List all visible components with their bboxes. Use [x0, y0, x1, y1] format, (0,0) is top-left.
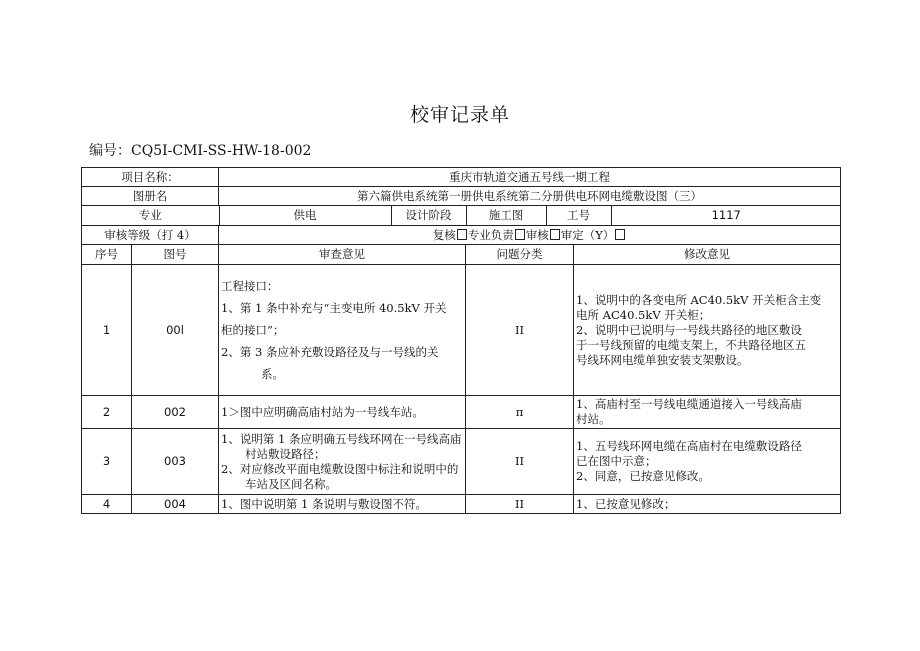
row-drawing: 002: [132, 396, 219, 429]
project-label: 项目名称：: [82, 168, 219, 187]
row-category: II: [466, 265, 574, 396]
row-revision: [574, 429, 841, 495]
row-category: II: [466, 429, 574, 495]
volume-row: [82, 187, 841, 206]
major-row: [82, 206, 841, 226]
checkbox-audit[interactable]: [550, 229, 560, 240]
job-value: 1117: [711, 208, 741, 222]
level-option-approve: 审定（Y）: [560, 227, 615, 242]
stage-label: 设计阶段: [391, 206, 466, 225]
level-option-audit: 审核: [525, 227, 549, 242]
row-category: π: [466, 396, 574, 429]
header-row: [82, 245, 841, 265]
header-category: 问题分类: [466, 245, 574, 265]
row-drawing: 00l: [132, 265, 219, 396]
opinion-line: 1、第 1 条中补充与“主变电所 40.5kV 开关: [221, 301, 447, 315]
row-opinion: [219, 265, 466, 396]
revision-line: 1、说明中的各变电所 AC40.5kV 开关柜含主变: [576, 292, 822, 307]
level-label: 审核等级（打 4）: [82, 226, 219, 245]
checkbox-lead[interactable]: [515, 229, 525, 240]
opinion-line: 2、对应修改平面电缆敷设图中标注和说明中的车站及区间名称。: [221, 461, 459, 491]
volume-label: 图册名: [82, 187, 219, 206]
revision-line: 电所 AC40.5kV 开关柜；: [576, 307, 711, 322]
row-no: 3: [82, 429, 132, 495]
opinion-line: 2、第 3 条应补充敷设路径及与一号线的关: [221, 345, 439, 359]
header-revision: 修改意见: [574, 245, 841, 265]
revision-line: 村站。: [576, 412, 611, 426]
revision-line: 号线环网电缆单独安装支架敷设。: [576, 352, 749, 367]
table-row: [82, 429, 841, 495]
opinion-line: 1、说明第 1 条应明确五号线环网在一号线高庙村站敷设路径；: [221, 431, 462, 461]
row-no: 1: [82, 265, 132, 396]
project-row: [82, 168, 841, 187]
level-option-lead: 专业负责: [467, 227, 514, 242]
row-opinion: 1＞图中应明确高庙村站为一号线车站。: [219, 396, 466, 429]
row-category: II: [466, 495, 574, 514]
job-label: 工号: [546, 206, 611, 225]
revision-line: 于一号线预留的电缆支架上，不共路径地区五: [576, 337, 806, 352]
table-row: [82, 495, 841, 514]
row-no: 2: [82, 396, 132, 429]
major-value: 供电: [219, 206, 391, 225]
row-revision: [574, 265, 841, 396]
row-drawing: 004: [132, 495, 219, 514]
row-revision: 1、已按意见修改；: [574, 495, 841, 514]
revision-line: 1、高庙村至一号线电缆通道接入一号线高庙: [576, 397, 802, 411]
level-options: [219, 226, 841, 245]
revision-line: 2、说明中已说明与一号线共路径的地区敷设: [576, 322, 802, 337]
opinion-line: 系。: [261, 367, 284, 381]
major-label: 专业: [82, 206, 219, 225]
table-row: [82, 396, 841, 429]
checkbox-review[interactable]: [457, 229, 467, 240]
row-opinion: 1、图中说明第 1 条说明与敷设图不符。: [219, 495, 466, 514]
document-number-label: 编号：: [89, 143, 131, 159]
project-value: 重庆市轨道交通五号线一期工程: [219, 168, 841, 187]
opinion-line: 柜的接口”；: [221, 323, 285, 337]
revision-line: 2、同意，已按意见修改。: [576, 469, 710, 483]
header-drawing: 图号: [132, 245, 219, 265]
document-number: [89, 140, 311, 160]
stage-value: 施工图: [466, 206, 546, 225]
row-no: 4: [82, 495, 132, 514]
row-drawing: 003: [132, 429, 219, 495]
document-number-value: CQ5I-CMI-SS-HW-18-002: [131, 143, 312, 159]
checkbox-approve[interactable]: [615, 229, 625, 240]
header-no: 序号: [82, 245, 132, 265]
header-opinion: 审查意见: [219, 245, 466, 265]
review-record-table: [81, 167, 841, 514]
page-title: 校审记录单: [409, 104, 510, 126]
opinion-line: 工程接口：: [221, 279, 279, 293]
revision-line: 1、五号线环网电缆在高庙村在电缆敷设路径: [576, 439, 802, 453]
level-row: [82, 226, 841, 245]
volume-value: 第六篇供电系统第一册供电系统第二分册供电环网电缆敷设图（三）: [219, 187, 841, 206]
table-row: [82, 265, 841, 396]
revision-line: 已在图中示意；: [576, 454, 657, 468]
row-revision: [574, 396, 841, 429]
row-opinion: [219, 429, 466, 495]
level-option-review: 复核: [432, 227, 456, 242]
